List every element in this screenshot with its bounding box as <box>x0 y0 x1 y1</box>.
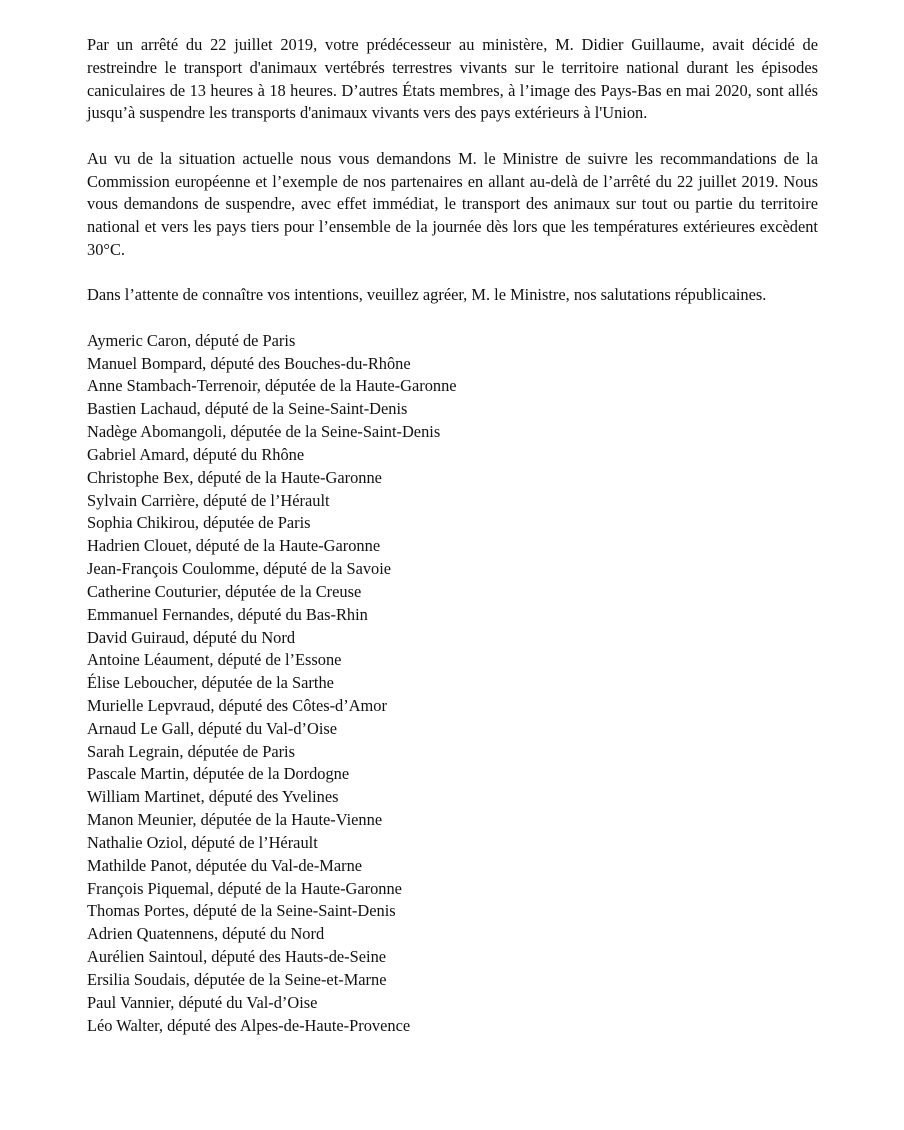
paragraph-closing: Dans l’attente de connaître vos intentions, veuillez agréer, M. le Ministre, nos salutations républicaines. <box>87 285 767 305</box>
signatory-item: Antoine Léaument, député de l’Essone <box>87 650 342 670</box>
signatory-item: Pascale Martin, députée de la Dordogne <box>87 764 350 784</box>
signatory-item: Manuel Bompard, député des Bouches-du-Rhône <box>87 353 411 373</box>
signatory-item: Aymeric Caron, député de Paris <box>87 330 296 350</box>
signatory-item: Anne Stambach-Terrenoir, députée de la Haute-Garonne <box>87 376 457 396</box>
signatories-list <box>87 330 818 1038</box>
signatory-item: Arnaud Le Gall, député du Val-d’Oise <box>87 718 338 738</box>
signatory-item: Thomas Portes, député de la Seine-Saint-Denis <box>87 901 396 921</box>
signatory-item: Murielle Lepvraud, député des Côtes-d’Amor <box>87 696 387 715</box>
signatory-item: David Guiraud, député du Nord <box>87 627 296 647</box>
signatory-item: Manon Meunier, députée de la Haute-Vienne <box>87 810 383 830</box>
signatory-item: Emmanuel Fernandes, député du Bas-Rhin <box>87 604 368 624</box>
signatory-item: William Martinet, député des Yvelines <box>87 787 339 807</box>
signatory-item: Hadrien Clouet, député de la Haute-Garonne <box>87 536 381 556</box>
signatory-item: Sylvain Carrière, député de l’Hérault <box>87 490 330 510</box>
signatory-item: Sophia Chikirou, députée de Paris <box>87 513 311 533</box>
letter-body <box>87 34 818 307</box>
signatory-item: François Piquemal, député de la Haute-Garonne <box>87 878 402 898</box>
signatory-item: Paul Vannier, député du Val-d’Oise <box>87 992 318 1012</box>
signatory-item: Ersilia Soudais, députée de la Seine-et-Marne <box>87 969 387 989</box>
signatory-item: Mathilde Panot, députée du Val-de-Marne <box>87 855 363 875</box>
signatory-item: Bastien Lachaud, député de la Seine-Saint-Denis <box>87 399 408 419</box>
signatory-item: Christophe Bex, député de la Haute-Garonne <box>87 467 382 487</box>
signatory-item: Élise Leboucher, députée de la Sarthe <box>87 673 334 693</box>
signatory-item: Aurélien Saintoul, député des Hauts-de-Seine <box>87 947 387 967</box>
paragraph-request: Au vu de la situation actuelle nous vous demandons M. le Ministre de suivre les recommandations de la Commission européenne et l’exemple de nos partenaires en allant au-delà de l’arrêté du 22 juillet 2019. Nous vous demandons de suspendre, avec effet immédiat, le transport des animaux sur tout ou partie du territoire national et vers les pays tiers pour l’ensemble de la journée dès lors que les températures extérieures excèdent 30°C. <box>87 148 818 259</box>
signatory-item: Nathalie Oziol, député de l’Hérault <box>87 832 318 852</box>
signatory-item: Catherine Couturier, députée de la Creuse <box>87 581 362 601</box>
signatory-item: Léo Walter, député des Alpes-de-Haute-Provence <box>87 1015 411 1035</box>
signatory-item: Sarah Legrain, députée de Paris <box>87 741 295 761</box>
signatory-item: Jean-François Coulomme, député de la Savoie <box>87 559 392 579</box>
paragraph-restriction-decree: Par un arrêté du 22 juillet 2019, votre prédécesseur au ministère, M. Didier Guillaume, avait décidé de restreindre le transport d'animaux vertébrés terrestres vivants sur le territoire national durant les épisodes caniculaires de 13 heures à 18 heures. D’autres États membres, à l’image des Pays-Bas en mai 2020, sont allés jusqu’à suspendre les transports d'animaux vivants vers des pays extérieurs à l'Union. <box>87 35 818 123</box>
signatory-item: Nadège Abomangoli, députée de la Seine-Saint-Denis <box>87 422 441 442</box>
signatory-item: Gabriel Amard, député du Rhône <box>87 444 305 464</box>
signatory-item: Adrien Quatennens, député du Nord <box>87 924 325 944</box>
